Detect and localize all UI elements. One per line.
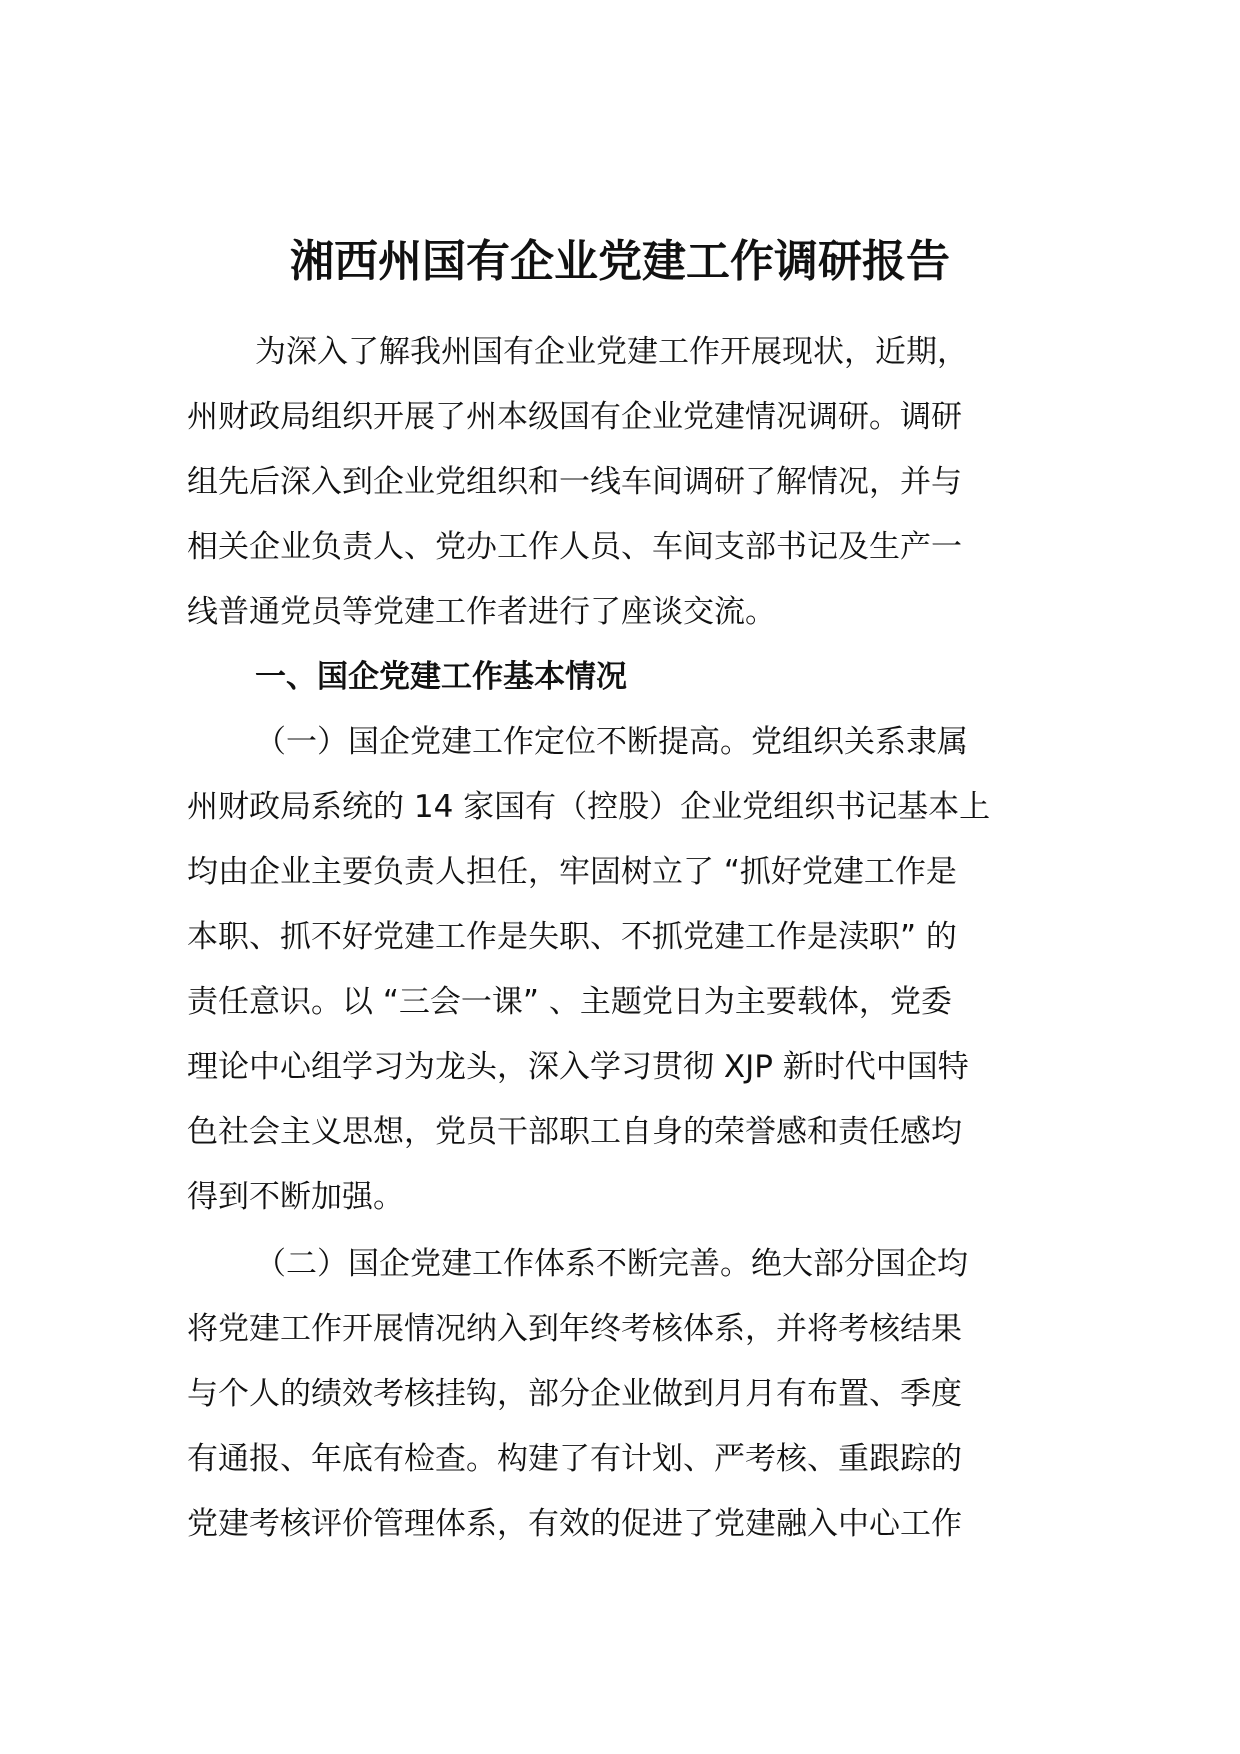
paragraph-2 — [187, 1232, 1053, 1557]
paragraph-line: 本职、抓不好党建工作是失职、不抓党建工作是渎职” 的 — [187, 919, 957, 955]
paragraph-line: 均由企业主要负责人担任，牢固树立了 “抓好党建工作是 — [187, 854, 957, 890]
paragraph-line: 州财政局组织开展了州本级国有企业党建情况调研。调研 — [187, 399, 962, 435]
paragraph-line: 色社会主义思想，党员干部职工自身的荣誉感和责任感均 — [187, 1114, 962, 1150]
paragraph-line: 理论中心组学习为龙头，深入学习贯彻 XJP 新时代中国特 — [187, 1049, 969, 1085]
paragraph-line: 将党建工作开展情况纳入到年终考核体系，并将考核结果 — [187, 1311, 962, 1347]
paragraph-line: 组先后深入到企业党组织和一线车间调研了解情况，并与 — [187, 464, 962, 500]
section-heading-1 — [187, 645, 1053, 710]
paragraph-line: 为深入了解我州国有企业党建工作开展现状，近期， — [255, 334, 968, 370]
paragraph-line: 得到不断加强。 — [187, 1179, 404, 1215]
paragraph-line: （一）国企党建工作定位不断提高。党组织关系隶属 — [255, 724, 968, 760]
paragraph-line: 相关企业负责人、党办工作人员、车间支部书记及生产一 — [187, 529, 962, 565]
paragraph-line: 与个人的绩效考核挂钩，部分企业做到月月有布置、季度 — [187, 1376, 962, 1412]
paragraph-line: 党建考核评价管理体系，有效的促进了党建融入中心工作 — [187, 1506, 962, 1542]
paragraph-line: 有通报、年底有检查。构建了有计划、严考核、重跟踪的 — [187, 1441, 962, 1477]
paragraph-line: （二）国企党建工作体系不断完善。绝大部分国企均 — [255, 1246, 968, 1282]
section-heading: 一、国企党建工作基本情况 — [255, 659, 627, 695]
paragraph-line: 线普通党员等党建工作者进行了座谈交流。 — [187, 594, 776, 630]
paragraph-intro — [187, 320, 1053, 645]
paragraph-line: 州财政局系统的 14 家国有（控股）企业党组织书记基本上 — [187, 789, 991, 825]
paragraph-1 — [187, 710, 1053, 1230]
document-title: 湘西州国有企业党建工作调研报告 — [290, 236, 950, 287]
paragraph-line: 责任意识。以 “三会一课” 、主题党日为主要载体，党委 — [187, 984, 952, 1020]
